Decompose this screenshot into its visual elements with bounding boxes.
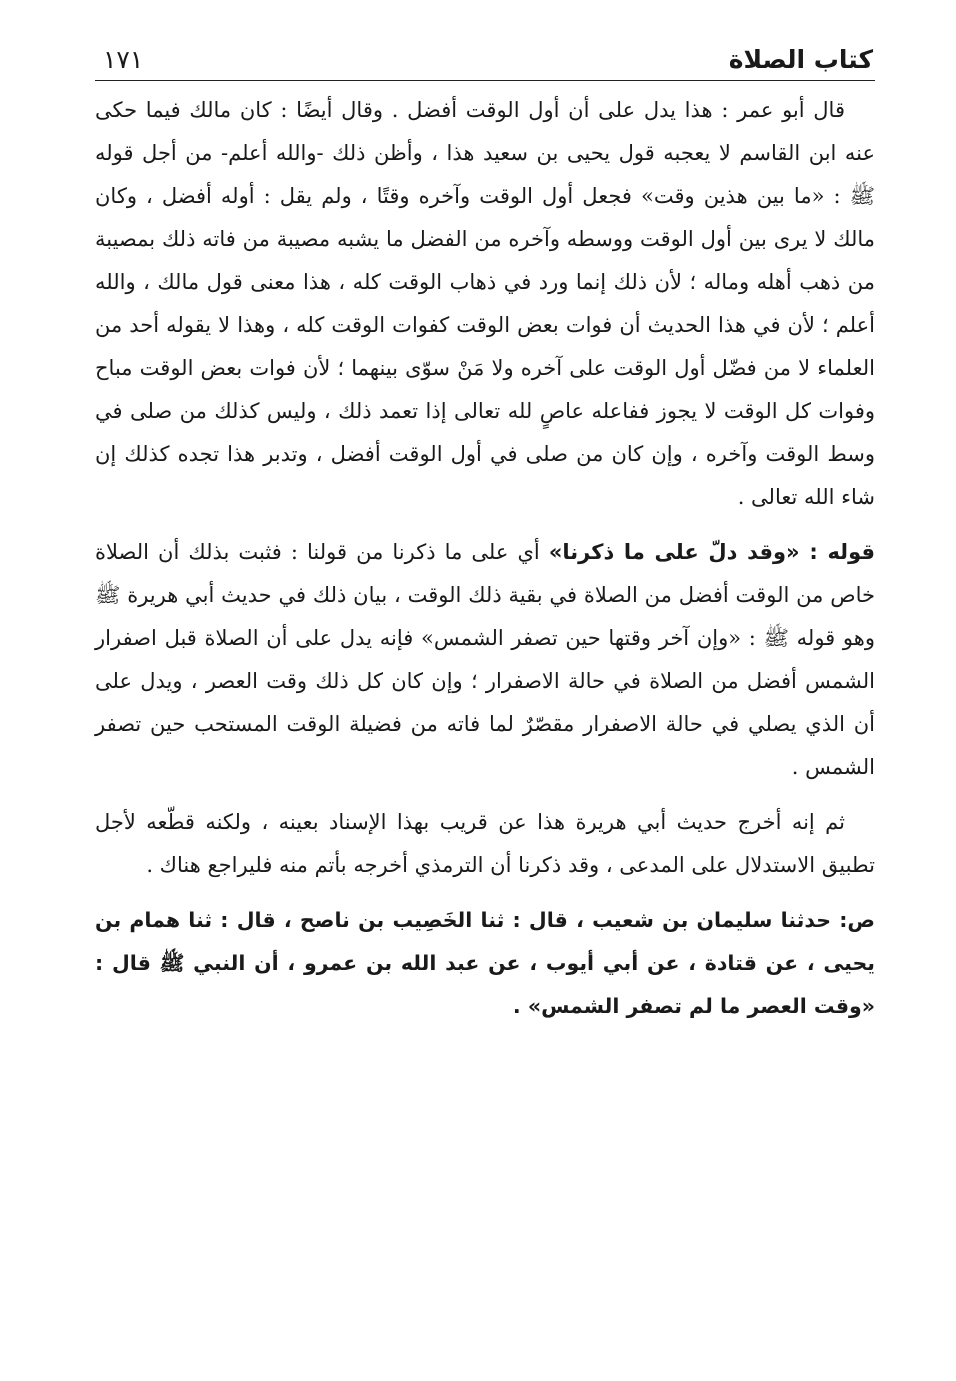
paragraph-commentary-3 xyxy=(95,801,875,887)
paragraph-text: قال أبو عمر : هذا يدل على أن أول الوقت أفضل . وقال أيضًا : كان مالك فيما حكى عنه ابن القاسم لا يعجبه قول يحيى بن سعيد هذا ، وأظن ذلك -والله أعلم- من أجل قوله ﷺ : «ما بين هذين وقت» فجعل أول الوقت وآخره وقتًا ، ولم يقل : أوله أفضل ، وكان مالك لا يرى بين أول الوقت ووسطه وآخره من الفضل ما يشبه مصيبة من فاته ذلك بمصيبة من ذهب أهله وماله ؛ لأن ذلك إنما ورد في ذهاب الوقت كله ، هذا معنى قول مالك ، والله أعلم ؛ لأن في هذا الحديث أن فوات بعض الوقت كفوات الوقت كله ، وهذا لا يقوله أحد من العلماء لا من فضّل أول الوقت على آخره ولا مَنْ سوّى بينهما ؛ لأن فوات بعض الوقت مباح وفوات كل الوقت لا يجوز ففاعله عاصٍ لله تعالى إذا تعمد ذلك ، وليس كذلك من صلى في وسط الوقت وآخره ، وإن كان من صلى في أول الوقت أفضل ، وتدبر هذا تجده كذلك إن شاء الله تعالى . xyxy=(95,98,875,509)
paragraph-text: ثم إنه أخرج حديث أبي هريرة هذا عن قريب بهذا الإسناد بعينه ، ولكنه قطّعه لأجل تطبيق الاستدلال على المدعى ، وقد ذكرنا أن الترمذي أخرجه بأتم منه فليراجع هناك . xyxy=(95,810,875,877)
header-rule xyxy=(95,80,875,81)
book-page xyxy=(95,26,875,1028)
page-number: ١٧١ xyxy=(103,45,144,74)
paragraph-lead: قوله : «وقد دلّ على ما ذكرنا» xyxy=(548,540,875,564)
book-title: كتاب الصلاة xyxy=(728,45,873,74)
paragraph-hadith xyxy=(95,899,875,1028)
paragraph-commentary-1 xyxy=(95,89,875,519)
paragraph-text: حدثنا سليمان بن شعيب ، قال : ثنا الخَصِيب بن ناصح ، قال : ثنا همام بن يحيى ، عن قتادة ، عن أبي أيوب ، عن عبد الله بن عمرو ، أن النبي ﷺ قال : «وقت العصر ما لم تصفر الشمس» . xyxy=(95,908,875,1018)
paragraph-commentary-2 xyxy=(95,531,875,789)
paragraph-lead: ص: xyxy=(839,908,876,932)
running-header xyxy=(95,26,875,74)
paragraph-text: أي على ما ذكرنا من قولنا : فثبت بذلك أن الصلاة خاص من الوقت أفضل من الصلاة في بقية ذلك الوقت ، بيان ذلك في حديث أبي هريرة ﷺ وهو قوله ﷺ : «وإن آخر وقتها حين تصفر الشمس» فإنه يدل على أن الصلاة قبل اصفرار الشمس أفضل من الصلاة في حالة الاصفرار ؛ وإن كان كل ذلك وقت العصر ، ويدل على أن الذي يصلي في حالة الاصفرار مقصّرٌ لما فاته من فضيلة الوقت المستحب حين تصفر الشمس . xyxy=(95,540,875,779)
